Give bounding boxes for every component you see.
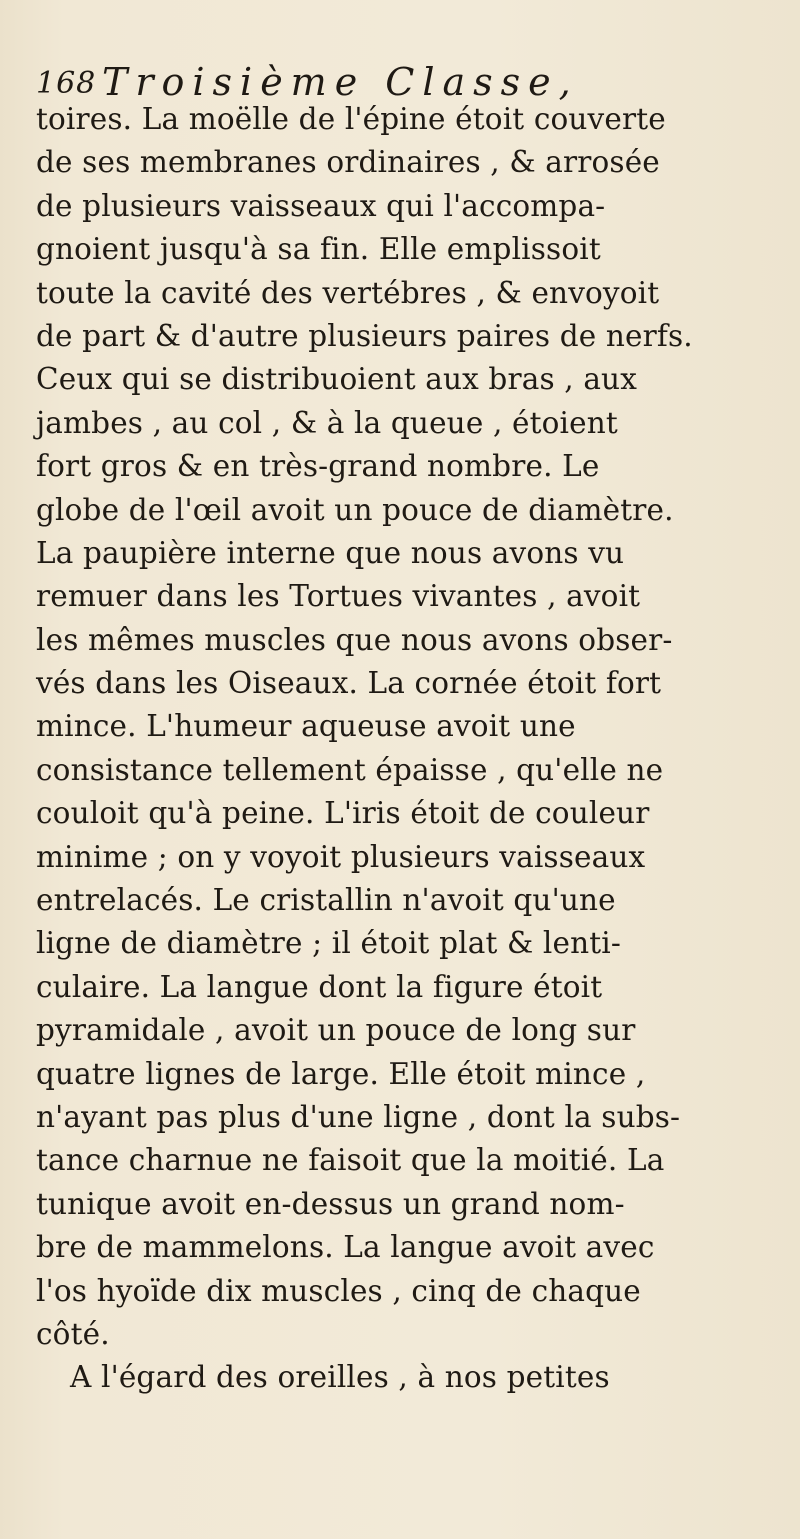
text-line: La paupière interne que nous avons vu — [36, 535, 625, 570]
text-line: les mêmes muscles que nous avons obser- — [36, 622, 673, 657]
text-line: mince. L'humeur aqueuse avoit une — [36, 709, 576, 744]
text-line: remuer dans les Tortues vivantes , avoit — [36, 579, 641, 614]
text-line: l'os hyoïde dix muscles , cinq de chaque — [36, 1273, 641, 1308]
text-line: globe de l'œil avoit un pouce de diamètre. — [36, 492, 674, 527]
text-line: couloit qu'à peine. L'iris étoit de couleur — [36, 796, 650, 831]
text-line: entrelacés. Le cristallin n'avoit qu'une — [36, 883, 616, 918]
text-line: côté. — [36, 1316, 110, 1351]
text-line: ligne de diamètre ; il étoit plat & lenti- — [36, 926, 621, 961]
page-number: 168 — [36, 66, 97, 101]
text-line: fort gros & en très-grand nombre. Le — [36, 449, 600, 484]
text-line: bre de mammelons. La langue avoit avec — [36, 1230, 655, 1265]
text-line: quatre lignes de large. Elle étoit mince , — [36, 1056, 646, 1091]
text-line: Ceux qui se distribuoient aux bras , aux — [36, 362, 637, 397]
text-line: culaire. La langue dont la figure étoit — [36, 969, 603, 1004]
page-header — [36, 40, 756, 104]
text-line: de part & d'autre plusieurs paires de nerfs. — [36, 318, 693, 353]
text-line: toires. La moëlle de l'épine étoit couverte — [36, 102, 666, 136]
text-line-paragraph-start: A l'égard des oreilles , à nos petites — [70, 1360, 610, 1395]
text-line: de ses membranes ordinaires , & arrosée — [36, 145, 660, 180]
text-line: toute la cavité des vertébres , & envoyoit — [36, 275, 660, 310]
text-line: tunique avoit en-dessus un grand nom- — [36, 1186, 625, 1221]
text-line: pyramidale , avoit un pouce de long sur — [36, 1013, 636, 1048]
body-text — [36, 98, 766, 1400]
text-line: de plusieurs vaisseaux qui l'accompa- — [36, 188, 606, 223]
text-line: tance charnue ne faisoit que la moitié. La — [36, 1143, 665, 1178]
text-line: n'ayant pas plus d'une ligne , dont la subs- — [36, 1099, 681, 1134]
text-line: jambes , au col , & à la queue , étoient — [36, 405, 618, 440]
text-line: minime ; on y voyoit plusieurs vaisseaux — [36, 839, 646, 874]
text-line: consistance tellement épaisse , qu'elle ne — [36, 752, 664, 787]
text-line: gnoient jusqu'à sa fin. Elle emplissoit — [36, 232, 601, 267]
running-head: Troisième Classe, — [102, 60, 579, 104]
text-line: vés dans les Oiseaux. La cornée étoit fort — [36, 666, 662, 701]
